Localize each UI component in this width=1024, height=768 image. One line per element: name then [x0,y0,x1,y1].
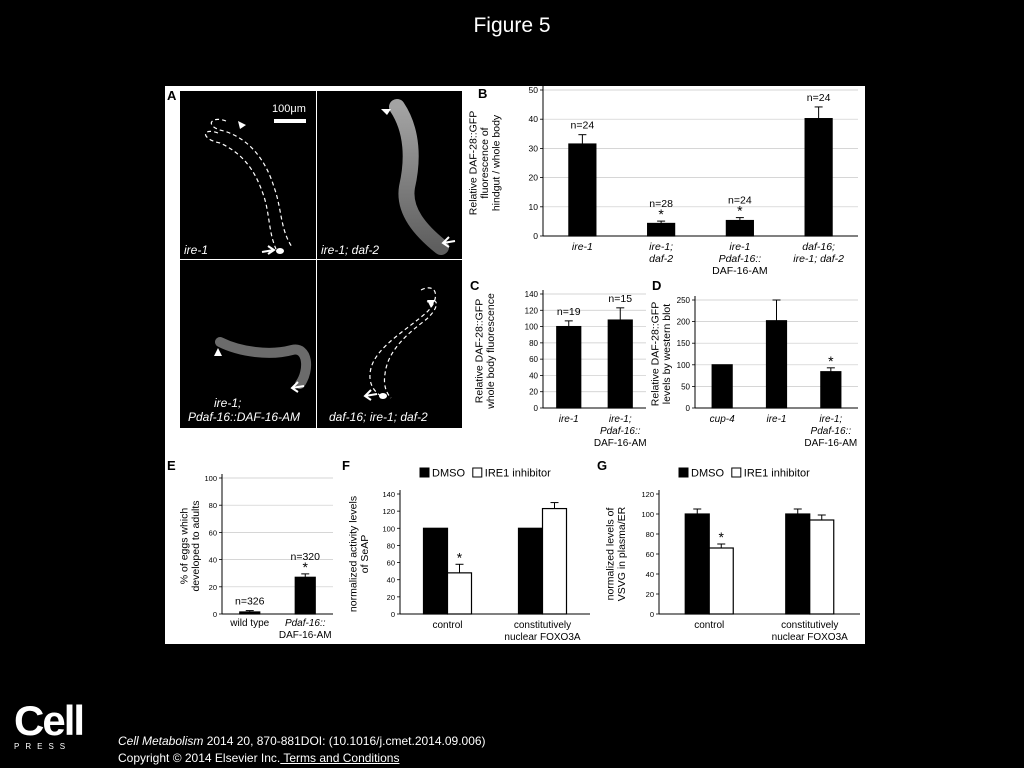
y-tick-label: 100 [676,360,690,370]
y-tick-label: 60 [386,558,395,568]
y-axis-label [178,500,202,591]
x-category-label: DAF-16-AM [278,630,332,641]
y-tick-label: 140 [524,290,538,299]
x-category-label: Pdaf-16:: [284,618,326,629]
bar [821,372,841,408]
n-label: n=15 [608,292,633,305]
y-axis-label [649,302,673,406]
n-label: n=24 [570,119,595,132]
y-tick-label: 100 [524,322,538,332]
x-category-label: daf-16; [802,241,835,253]
y-axis-label-line: whole body fluorescence [484,293,497,409]
x-category-label: Pdaf-16:: [599,426,641,437]
y-axis-label [604,506,628,601]
x-category-label: control [432,620,463,631]
chart-panel-f [340,458,595,644]
significance-asterisk: * [658,206,664,223]
legend-swatch [732,468,741,477]
y-tick-label: 60 [529,355,538,365]
y-tick-label: 80 [645,530,654,539]
logo-word: Cell [14,697,84,744]
y-tick-label: 60 [208,528,217,538]
chart-panel-g [595,458,865,644]
x-category-label: DAF-16-AM [593,438,647,449]
significance-asterisk: * [456,549,463,566]
panel-letter: B [478,86,488,101]
bar [767,321,787,408]
y-tick-label: 120 [382,507,395,517]
x-category-label: nuclear FOXO3A [504,632,581,643]
legend-swatch [473,468,482,477]
cell-press-logo [14,697,84,751]
x-category-label: ire-1; daf-2 [793,253,845,265]
y-tick-label: 120 [524,306,538,316]
y-axis-label [468,111,503,215]
chart-panel-c [468,278,653,458]
y-tick-label: 40 [528,114,538,125]
bar [648,223,675,236]
bar [569,144,596,236]
x-category-label: Pdaf-16:: [718,253,762,265]
y-tick-label: 30 [528,143,538,154]
bar [448,573,472,614]
chart-panel-d [650,278,865,458]
legend-label: IRE1 inhibitor [743,467,810,480]
bar [709,548,733,614]
significance-asterisk: * [302,558,308,575]
n-label: n=326 [235,595,265,608]
y-tick-label: 40 [645,570,654,579]
x-category-label: constitutively [781,620,839,631]
worm-outline-ire-1 [180,91,316,259]
legend-label: DMSO [432,467,465,480]
x-category-label: ire-1; [649,241,674,253]
n-label: n=19 [556,305,581,318]
worm-body-ire-1-pdaf-16 [180,260,316,428]
bar [424,528,448,614]
panel-letter: F [342,458,350,473]
y-tick-label: 0 [685,404,690,413]
micrograph-ire-1-daf-2 [317,91,462,259]
micrograph-ire-1 [180,91,316,259]
y-tick-label: 120 [641,490,654,499]
x-category-label: ire-1 [571,241,593,253]
y-axis-label [473,293,497,410]
bar [810,520,834,614]
bar [608,320,632,408]
y-axis-label-line: fluorescence of [479,127,491,199]
bar [557,327,581,408]
doi-reference: 2014 20, 870-881DOI: (10.1016/j.cmet.2014.09.006) [203,734,486,748]
micrograph-daf-16-ire-1-daf-2 [317,260,462,428]
legend-swatch [420,468,429,477]
y-axis-label-line: Relative DAF-28::GFP [467,110,480,216]
x-category-label: ire-1; [608,414,632,425]
y-tick-label: 20 [529,387,538,397]
y-tick-label: 50 [681,382,690,392]
y-tick-label: 100 [382,524,395,534]
slide-title: Figure 5 [473,14,551,37]
y-tick-label: 20 [528,172,538,183]
chart-panel-e [165,458,340,644]
y-tick-label: 0 [533,404,538,413]
significance-asterisk: * [828,352,834,369]
y-tick-label: 200 [676,317,690,327]
x-category-label: daf-2 [649,253,674,265]
scale-bar-label: 100μm [272,103,306,115]
panel-letter: G [597,458,608,473]
x-category-label: constitutively [513,620,572,631]
x-category-label: wild type [230,618,270,629]
citation [118,733,486,767]
significance-asterisk: * [737,202,743,219]
panel-a-letter: A [167,88,177,103]
x-category-label: ire-1 [558,414,579,425]
y-tick-label: 0 [390,610,395,619]
x-category-label: ire-1 [729,241,751,253]
legend-label: IRE1 inhibitor [484,467,551,480]
y-tick-label: 60 [645,550,654,559]
y-axis-label-line: % of eggs which [178,507,191,585]
x-category-label: DAF-16-AM [804,438,858,449]
bar [726,221,753,236]
y-tick-label: 40 [386,575,395,585]
x-category-label: DAF-16-AM [712,265,768,277]
y-tick-label: 100 [204,474,217,483]
journal-name: Cell Metabolism [118,734,204,748]
y-tick-label: 40 [208,555,217,565]
worm-outline-daf-16-ire-1-daf-2 [317,260,462,428]
legend-label: DMSO [691,467,724,480]
x-category-label: ire-1 [766,414,787,425]
y-tick-label: 20 [645,590,654,599]
y-axis-label-line: hindgut / whole body [490,114,503,212]
bar [786,514,810,614]
y-axis-label-line: of SeAP [358,534,371,574]
copyright-line [118,750,486,767]
x-category-label: control [694,620,725,631]
micrograph-label: ire-1; [214,396,242,410]
terms-and-conditions-link[interactable]: Terms and Conditions [280,751,400,765]
y-tick-label: 20 [386,592,395,602]
bar [295,577,315,614]
x-category-label: ire-1; [819,414,843,425]
legend-swatch [679,468,688,477]
bar [543,509,567,614]
bar [712,365,732,408]
n-label: n=320 [290,550,320,563]
logo-subtitle: PRESS [14,742,72,751]
y-tick-label: 20 [208,582,217,592]
copyright-text: Copyright © 2014 Elsevier Inc. [118,751,281,765]
y-axis-label-line: VSVG in plasma/ER [615,506,628,602]
y-tick-label: 80 [208,501,217,511]
x-category-label: cup-4 [709,414,735,425]
y-axis-label-line: developed to adults [189,500,202,592]
y-tick-label: 40 [529,371,538,381]
micrograph-label: ire-1 [184,243,209,257]
y-tick-label: 0 [649,610,654,619]
y-tick-label: 250 [676,296,690,305]
bar [805,119,832,236]
y-tick-label: 80 [386,541,395,551]
bar [519,528,543,614]
micrograph-ire-1-pdaf-16 [180,260,316,428]
n-label: n=24 [806,91,831,104]
y-axis-label-line: Relative DAF-28::GFP [649,301,662,407]
figure-panel [165,86,865,644]
chart-panel-b [468,86,865,276]
y-tick-label: 0 [212,610,217,619]
y-axis-label-line: Relative DAF-28::GFP [473,298,486,404]
worm-body-ire-1-daf-2 [317,91,462,259]
significance-asterisk: * [718,529,724,545]
y-tick-label: 80 [529,338,538,348]
n-label: n=28 [649,198,673,211]
bar [685,514,709,614]
x-category-label: nuclear FOXO3A [771,632,848,643]
panel-letter: C [470,278,480,293]
y-axis-label-line: levels by western blot [660,303,673,405]
x-category-label: Pdaf-16:: [810,426,852,437]
y-tick-label: 150 [676,339,690,349]
y-tick-label: 50 [528,85,538,95]
panel-letter: D [652,278,662,293]
y-axis-label-line: normalized activity levels [347,495,360,613]
panel-letter: E [167,458,176,473]
y-tick-label: 10 [528,201,538,212]
y-tick-label: 0 [533,231,538,241]
bar [240,612,260,614]
y-tick-label: 140 [382,490,395,499]
citation-reference [118,733,486,750]
y-tick-label: 100 [641,510,654,519]
micrograph-label: ire-1; daf-2 [321,243,380,257]
n-label: n=24 [728,194,752,207]
y-axis-label [347,496,371,612]
y-axis-label-line: normalized levels of [604,507,617,601]
micrograph-label: daf-16; ire-1; daf-2 [329,410,428,424]
micrograph-label: Pdaf-16::DAF-16-AM [188,410,301,424]
